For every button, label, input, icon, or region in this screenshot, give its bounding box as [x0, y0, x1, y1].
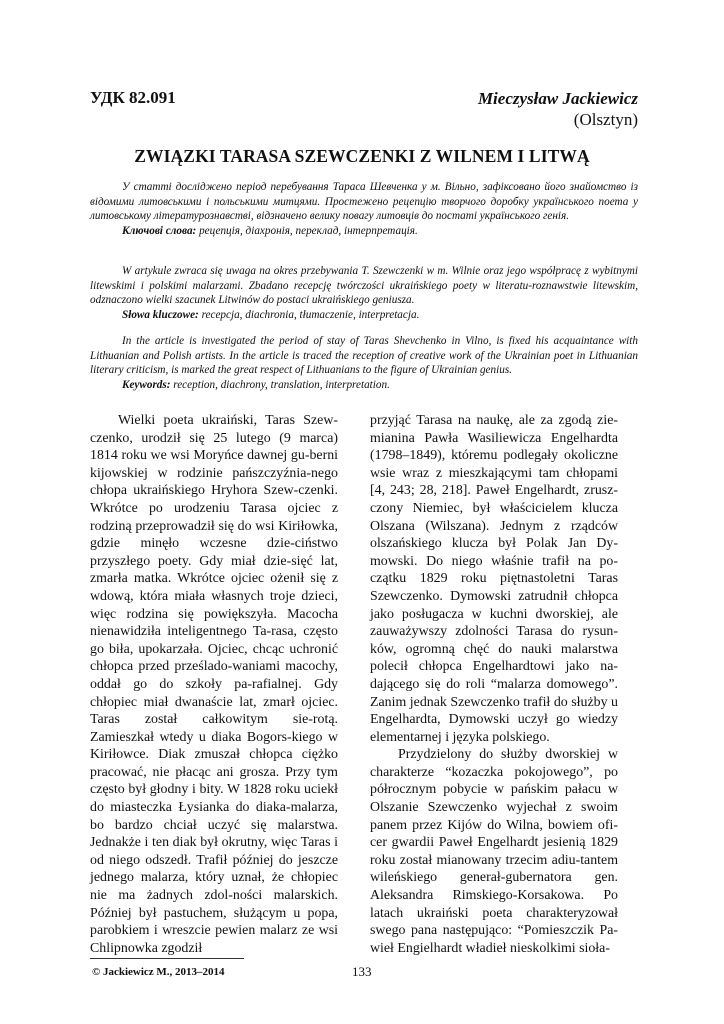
keywords-label: Ключові слова:: [122, 224, 197, 237]
footnote-divider: [90, 958, 244, 959]
author-block: [478, 88, 638, 130]
keywords-label: Słowa kluczowe:: [122, 308, 199, 321]
udk-code: УДК 82.091: [90, 88, 176, 107]
body-column-right: [370, 412, 618, 957]
copyright-notice: © Jackiewicz M., 2013–2014: [92, 966, 225, 978]
keywords-line: [90, 224, 638, 239]
abstract-text: In the article is investigated the period of stay of Taras Shevchenko in Vilno, is fixed his acquaintance with Lithuanian and Polish artists. In the article is traced the reception of creative work of the Ukrainian poet in Lithuanian literary criticism, is marked the great respect of Lithuanians to the figure of Ukrainian genius.: [90, 335, 638, 376]
body-paragraph: Przydzielony do służby dworskiej w charakterze “kozaczka pokojowego”, po półrocznym pobycie w pańskim pałacu w Olszanie Szewczenko wyjechał z swoim panem przez Kijów do Wilna, bowiem ofi-cer gwardii Paweł Engelhardt jesienią 1829 roku został mianowany trzecim adiu-tantem wileńskiego generał-gubernatora gen. Aleksandra Rimskiego-Korsakowa. Po latach ukraiński poeta charakteryzował swego pana następująco: “Pomieszczik Pa-wieł Engielhardt władieł nieskolkimi sioła-: [370, 747, 618, 956]
body-paragraph: przyjąć Tarasa na naukę, ale za zgodą zie-mianina Pawła Wasiliewicza Engelhardta (1798–1849), któremu podlegały okoliczne wsie wraz z mieszkającymi tam chłopami [4, 243; 28, 218]. Paweł Engelhardt, zrusz-czony Niemiec, był właścicielem klucza Olszana (Wilszana). Jednym z rządców olszańskiego klucza był Polak Jan Dy-mowski. Do niego właśnie trafił na po-czątku 1829 roku piętnastoletni Taras Szewczenko. Dymowski zatrudnił chłopca jako posługacza w kuchni dworskiej, ale zauważywszy zdolności Tarasa do rysun-ków, ogromną chęć do nauki malarstwa polecił chłopca Engelhardtowi jako na-dającego się do roli “malarza domowego”. Zanim jednak Szewczenko trafił do służby u Engelhardta, Dymowski uczył go wiedzy elementarnej i języka polskiego.: [370, 413, 618, 745]
abstract-text: У статті досліджено період перебування Тараса Шевченка у м. Вільно, зафіксовано його знайомство із відомими литовськими і польськими митцями. Простежено рецепцію творчого доробку українського поета у литовському літературознавстві, відзначено велику повагу литовців до постаті українського генія.: [90, 181, 638, 222]
keywords-list: recepcja, diachronia, tłumaczenie, interpretacja.: [198, 308, 420, 321]
keywords-label: Keywords:: [122, 378, 171, 391]
article-title: ZWIĄZKI TARASA SZEWCZENKI Z WILNEM I LITWĄ: [134, 146, 590, 166]
keywords-line: [90, 378, 638, 393]
keywords-line: [90, 308, 638, 323]
abstract-english: [90, 334, 638, 392]
author-affiliation: (Olsztyn): [573, 110, 638, 129]
body-column-left: [90, 412, 338, 957]
keywords-list: reception, diachrony, translation, interpretation.: [170, 378, 390, 391]
body-paragraph: Wielki poeta ukraiński, Taras Szew-czenko, urodził się 25 lutego (9 marca) 1814 roku we wsi Moryńce dawnej gu-berni kijowskiej w rodzinie pańszczyźnia-nego chłopa ukraińskiego Hryhora Szew-czenki. Wkrótce po urodzeniu Tarasa ojciec z rodziną przeprowadził się do wsi Kiriłowka, gdzie minęło wczesne dzie-ciństwo przyszłego poety. Gdy miał dzie-sięć lat, zmarła matka. Wkrótce ojciec ożenił się z wdową, która miała własnych troje dzieci, więc rodzina się powiększyła. Macocha nienawidziła inteligentnego Ta-rasa, często go biła, upokarzała. Ojciec, chcąc uchronić chłopca przed prześlado-waniami macochy, oddał go do szkoły pa-rafialnej. Gdy chłopiec miał dwanaście lat, zmarł ojciec. Taras został całkowitym sie-rotą. Zamieszkał wtedy u diaka Bogors-kiego w Kiriłowce. Diak zmuszał chłopca ciężko pracować, nie płacąc ani grosza. Przy tym często był głodny i bity. W 1828 roku uciekł do miasteczka Łysianka do diaka-malarza, bo bardzo chciał uczyć się malarstwa. Jednakże i ten diak był okrutny, więc Taras i od niego odszedł. Trafił później do jeszcze jednego malarza, który uznał, że chłopiec nie ma żadnych zdol-ności malarskich. Później był pastuchem, służącym u popa, parobkiem i wreszcie pewien malarz ze wsi Chlipnowka zgodził: [90, 413, 338, 956]
abstract-ukrainian: [90, 180, 638, 238]
page-number: 133: [352, 964, 372, 979]
abstract-polish: [90, 264, 638, 322]
abstract-text: W artykule zwraca się uwaga na okres przebywania T. Szewczenki w m. Wilnie oraz jego współpracę z wybitnymi litewskimi i polskimi malarzami. Zbadano recepcję twórczości ukraińskiego poety w literatu-roznawstwie litewskim, odznaczono wielki szacunek Litwinów do postaci ukraińskiego geniusza.: [90, 265, 638, 306]
author-name: Mieczysław Jackiewicz: [477, 89, 638, 108]
keywords-list: рецепція, діахронія, переклад, інтерпретація.: [196, 224, 418, 237]
